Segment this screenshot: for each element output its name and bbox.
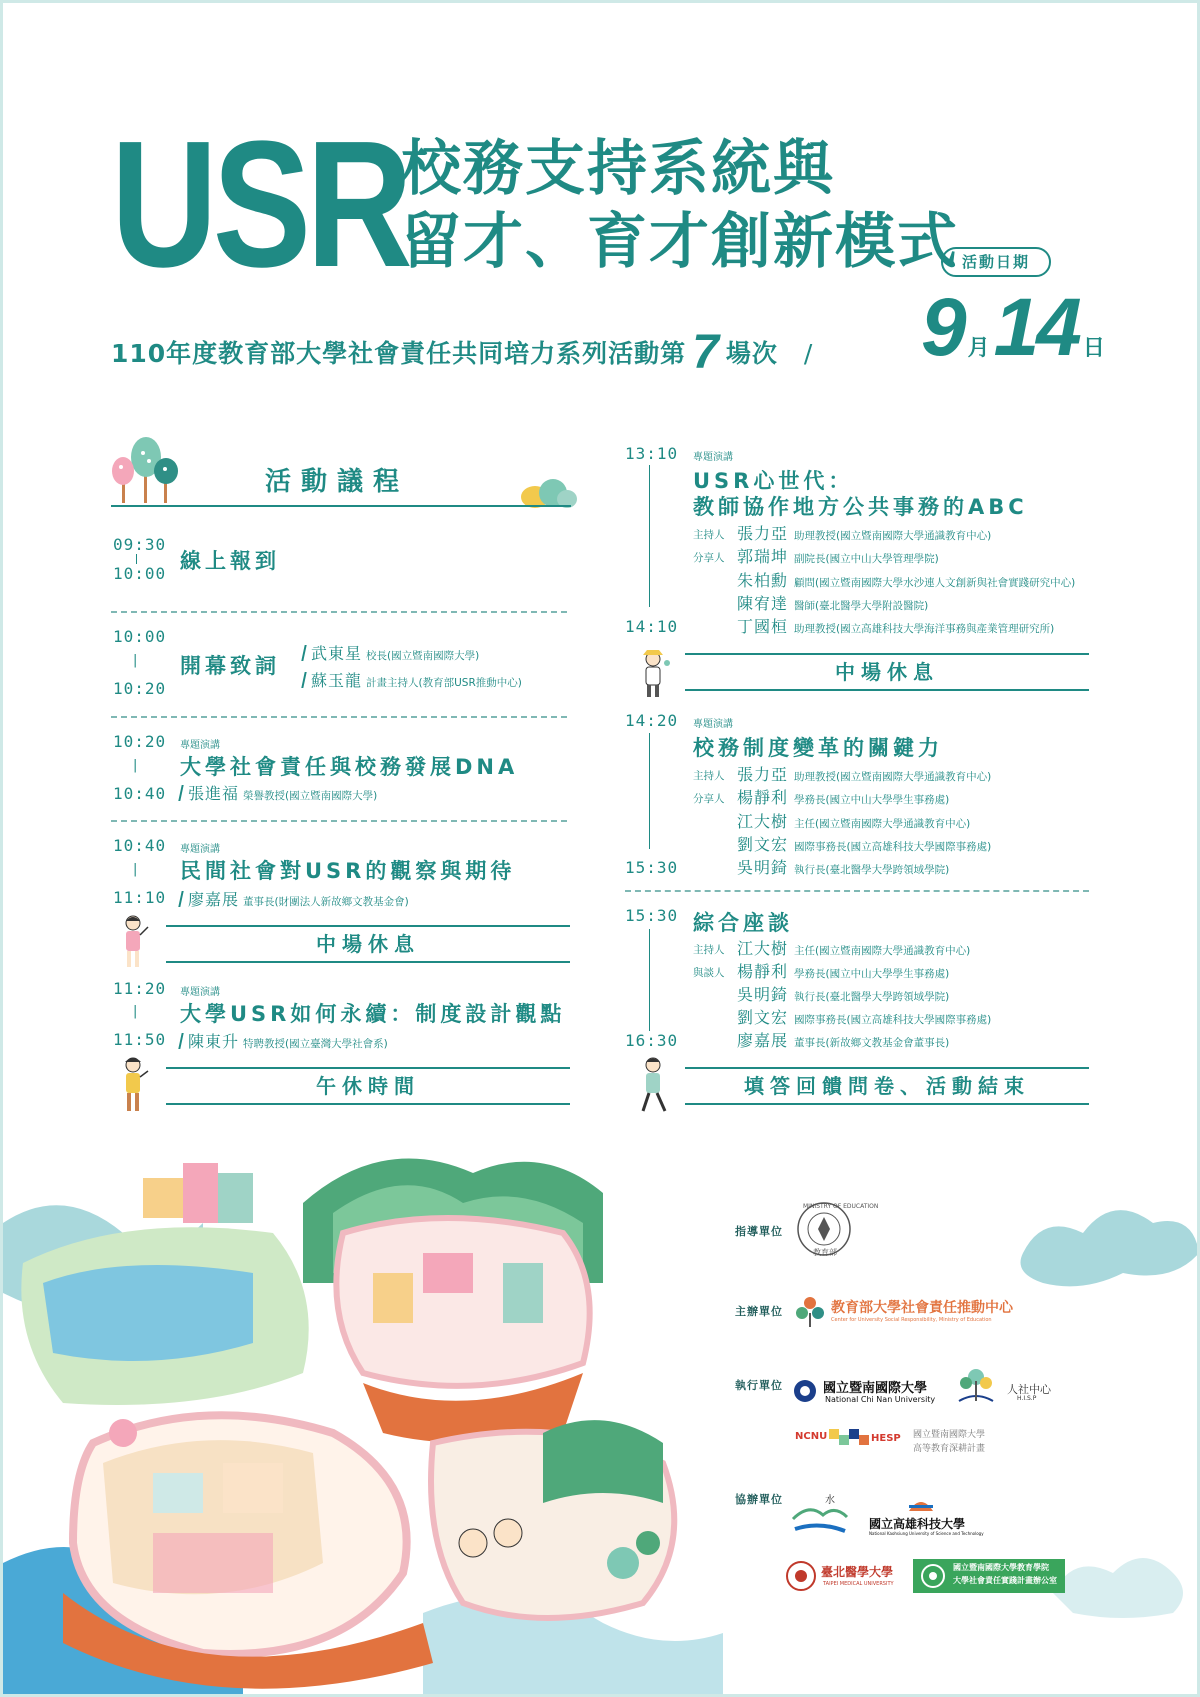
date-label: 活動日期 <box>941 247 1051 277</box>
panel-person-2 <box>737 959 949 982</box>
talk2-start: 10:40 <box>113 836 167 855</box>
hesp-text-2: 高等教育深耕計畫 <box>913 1444 986 1454</box>
bushes-illustration <box>513 475 579 509</box>
speaker-name: 蘇玉龍 <box>311 671 363 690</box>
talk5-start: 14:20 <box>625 711 679 730</box>
opening-end: 10:20 <box>113 679 167 698</box>
divider <box>625 890 1089 892</box>
person-affiliation: 主任(國立暨南國際大學通識教育中心) <box>794 818 971 830</box>
talk5-tag: 專題演講 <box>693 719 733 730</box>
agenda-title: 活動議程 <box>265 467 410 497</box>
talk2-end: 11:10 <box>113 888 167 907</box>
date-month-unit: 月 <box>967 336 990 361</box>
ncnu-hesp-right: HESP <box>871 1433 901 1444</box>
person-illustration <box>635 647 671 699</box>
ncnu-name: 國立暨南國際大學 <box>823 1381 928 1396</box>
usr-center-name: 教育部大學社會責任推動中心 <box>831 1300 1013 1316</box>
talk4-title-1: USR心世代： <box>693 469 854 493</box>
ncnu-hesp-left: NCNU <box>795 1431 828 1442</box>
cloud-illustration <box>1003 1173 1200 1323</box>
person-name: 郭瑞坤 <box>737 547 789 566</box>
shuishalian-logo <box>789 1489 851 1539</box>
cloud-illustration <box>1043 1533 1193 1623</box>
speaker-affiliation: 計畫主持人(教育部USR推動中心) <box>366 677 522 689</box>
talk2-tag: 專題演講 <box>180 844 220 855</box>
talk5-person-3 <box>737 809 970 832</box>
talk4-title-2: 教師協作地方公共事務的ABC <box>693 495 1028 519</box>
talk4-person-4 <box>737 591 928 614</box>
panel-person-3 <box>737 982 949 1005</box>
speaker-affiliation: 董事長(財團法人新故鄉文教基金會) <box>243 896 409 908</box>
person-name: 吳明錡 <box>737 985 789 1004</box>
tmu-name: 臺北醫學大學 <box>821 1565 894 1579</box>
talk1-start: 10:20 <box>113 732 167 751</box>
host-role: 主持人 <box>693 529 725 541</box>
speaker-mark <box>178 785 183 801</box>
person-name: 楊靜利 <box>737 788 789 807</box>
person-affiliation: 副院長(國立中山大學管理學院) <box>794 553 939 565</box>
talk3-end: 11:50 <box>113 1030 167 1049</box>
speaker-mark <box>301 645 306 661</box>
talk5-person-1 <box>737 762 991 785</box>
hesp-block-yellow <box>829 1429 839 1439</box>
session-number: 7 <box>692 326 720 379</box>
person-name: 劉文宏 <box>737 1008 789 1027</box>
person-name: 朱柏勳 <box>737 571 789 590</box>
speaker-name: 張進福 <box>188 784 240 803</box>
person-affiliation: 董事長(新故鄉文教基金會董事長) <box>794 1037 950 1049</box>
nkust-name: 國立高雄科技大學 <box>869 1517 966 1531</box>
hisp-en: H.I.S.P <box>1017 1395 1037 1402</box>
person-name: 劉文宏 <box>737 835 789 854</box>
person-affiliation: 學務長(國立中山大學學生事務處) <box>794 968 950 980</box>
person-name: 張力亞 <box>737 765 789 784</box>
host-unit-label: 主辦單位 <box>735 1305 783 1318</box>
talk4-start: 13:10 <box>625 444 679 463</box>
speaker-affiliation: 校長(國立暨南國際大學) <box>366 650 480 662</box>
moe-name: 教育部 <box>813 1248 837 1257</box>
person-affiliation: 助理教授(國立高雄科技大學海洋事務與產業管理研究所) <box>794 623 1055 635</box>
nkust-logo <box>907 1493 935 1513</box>
person-name: 陳宥達 <box>737 594 789 613</box>
ncnu-logo <box>793 1379 817 1403</box>
time-connector <box>649 465 650 607</box>
date-day: 14 <box>993 282 1079 373</box>
talk3-tag: 專題演講 <box>180 987 220 998</box>
date-month: 9 <box>921 282 964 373</box>
tmu-logo <box>786 1561 816 1591</box>
person-affiliation: 國際事務長(國立高雄科技大學國際事務處) <box>794 1014 992 1026</box>
speaker-name: 陳東升 <box>188 1032 240 1051</box>
time-connector: | <box>133 1004 138 1019</box>
checkin-end: 10:00 <box>113 564 167 583</box>
panel-person-5 <box>737 1028 949 1051</box>
person-illustration <box>635 1055 673 1115</box>
lunch-break: 午休時間 <box>166 1067 570 1105</box>
panel-person-4 <box>737 1005 991 1028</box>
talk5-person-4 <box>737 832 991 855</box>
break-1: 中場休息 <box>166 925 570 963</box>
hesp-text-1: 國立暨南國際大學 <box>913 1430 986 1440</box>
opening-title: 開幕致詞 <box>180 654 280 678</box>
subtitle-separator: / <box>803 339 814 368</box>
opening-speaker-1 <box>303 641 479 664</box>
usr-title: USR <box>111 104 408 305</box>
talk4-tag: 專題演講 <box>693 452 733 463</box>
person-affiliation: 執行長(臺北醫學大學跨領域學院) <box>794 991 950 1003</box>
host-role: 主持人 <box>693 944 725 956</box>
moe-ring-text: MINISTRY OF EDUCATION <box>803 1203 879 1210</box>
time-connector <box>649 733 650 849</box>
time-connector <box>649 929 650 1031</box>
panel-person-1 <box>737 936 970 959</box>
talk1-end: 10:40 <box>113 784 167 803</box>
person-affiliation: 助理教授(國立暨南國際大學通識教育中心) <box>794 530 992 542</box>
person-name: 丁國桓 <box>737 617 789 636</box>
svg-text:水: 水 <box>825 1495 835 1506</box>
talk5-title: 校務制度變革的關鍵力 <box>693 736 943 760</box>
person-illustration <box>115 1055 151 1115</box>
talk5-person-5 <box>737 855 949 878</box>
break-2: 中場休息 <box>685 653 1089 691</box>
checkin-title: 線上報到 <box>180 549 280 573</box>
person-name: 廖嘉展 <box>737 1031 789 1050</box>
talk3-start: 11:20 <box>113 979 167 998</box>
time-connector <box>136 554 137 564</box>
speaker-name: 武東星 <box>311 644 363 663</box>
person-affiliation: 國際事務長(國立高雄科技大學國際事務處) <box>794 841 992 853</box>
title-line-2: 留才、育才創新模式 <box>401 207 959 277</box>
person-name: 吳明錡 <box>737 858 789 877</box>
person-affiliation: 醫師(臺北醫學大學附設醫院) <box>794 600 929 612</box>
talk2-title: 民間社會對USR的觀察與期待 <box>180 859 516 883</box>
talk3-title: 大學USR如何永續：制度設計觀點 <box>180 1002 566 1026</box>
title-line-1: 校務支持系統與 <box>401 134 835 204</box>
share-role: 分享人 <box>693 552 725 564</box>
talk4-person-1 <box>737 521 991 544</box>
hesp-block-green <box>839 1435 849 1445</box>
ncnu-edu-line-1: 國立暨南國際大學教育學院 <box>953 1563 1049 1572</box>
trees-illustration <box>107 431 187 509</box>
hisp-logo <box>953 1365 999 1407</box>
nkust-en: National Kaohsiung University of Science and Technology <box>869 1531 984 1536</box>
speaker-name: 廖嘉展 <box>188 890 240 909</box>
talk5-end: 15:30 <box>625 858 679 877</box>
person-affiliation: 執行長(臺北醫學大學跨領域學院) <box>794 864 950 876</box>
talk2-speaker <box>180 887 409 910</box>
exec-unit-label: 執行單位 <box>735 1379 783 1392</box>
person-illustration <box>115 913 151 971</box>
person-name: 張力亞 <box>737 524 789 543</box>
person-name: 江大樹 <box>737 812 789 831</box>
share-role: 與談人 <box>693 967 725 979</box>
talk3-speaker <box>180 1029 388 1052</box>
event-date <box>921 281 1109 375</box>
opening-start: 10:00 <box>113 627 167 646</box>
talk4-person-2 <box>737 544 939 567</box>
talk1-title: 大學社會責任與校務發展DNA <box>180 755 519 779</box>
person-affiliation: 助理教授(國立暨南國際大學通識教育中心) <box>794 771 992 783</box>
talk1-tag: 專題演講 <box>180 740 220 751</box>
usr-center-logo <box>793 1293 827 1327</box>
speaker-affiliation: 榮譽教授(國立暨南國際大學) <box>243 790 378 802</box>
agenda-title-rule <box>111 505 571 507</box>
person-affiliation: 主任(國立暨南國際大學通識教育中心) <box>794 945 971 957</box>
event-subtitle <box>111 325 835 380</box>
hisp-name: 人社中心 <box>1007 1383 1051 1396</box>
assist-unit-label: 協辦單位 <box>735 1493 783 1506</box>
panel-start: 15:30 <box>625 906 679 925</box>
speaker-affiliation: 特聘教授(國立臺灣大學社會系) <box>243 1038 388 1050</box>
ncnu-edu-logo <box>919 1563 947 1589</box>
time-connector: | <box>133 653 138 668</box>
talk4-end: 14:10 <box>625 617 679 636</box>
speaker-mark <box>178 1033 183 1049</box>
divider <box>111 716 567 718</box>
guide-unit-label: 指導單位 <box>735 1225 783 1238</box>
person-affiliation: 顧問(國立暨南國際大學水沙連人文創新與社會實踐研究中心) <box>794 577 1076 589</box>
hesp-block-orange <box>859 1435 869 1445</box>
time-connector: | <box>133 862 138 877</box>
date-day-unit: 日 <box>1082 336 1105 361</box>
person-name: 江大樹 <box>737 939 789 958</box>
divider <box>111 611 567 613</box>
ncnu-name-en: National Chi Nan University <box>825 1395 936 1404</box>
talk1-speaker <box>180 781 377 804</box>
ncnu-edu-line-2: 大學社會責任實踐計畫辦公室 <box>953 1576 1057 1585</box>
subtitle-suffix: 場次 <box>725 339 778 368</box>
divider <box>111 820 567 822</box>
hesp-block-blue <box>849 1429 859 1439</box>
opening-speaker-2 <box>303 668 522 691</box>
share-role: 分享人 <box>693 793 725 805</box>
panel-title: 綜合座談 <box>693 911 793 935</box>
speaker-mark <box>301 672 306 688</box>
campus-illustration <box>3 1143 723 1697</box>
time-connector: | <box>133 758 138 773</box>
panel-end: 16:30 <box>625 1031 679 1050</box>
host-role: 主持人 <box>693 770 725 782</box>
subtitle-prefix: 110年度教育部大學社會責任共同培力系列活動第 <box>111 339 687 368</box>
checkin-start: 09:30 <box>113 535 167 554</box>
speaker-mark <box>178 891 183 907</box>
person-name: 楊靜利 <box>737 962 789 981</box>
tmu-en: TAIPEI MEDICAL UNIVERSITY <box>823 1581 894 1587</box>
talk5-person-2 <box>737 785 949 808</box>
closing: 填答回饋問卷、活動結束 <box>685 1067 1089 1105</box>
talk4-person-5 <box>737 614 1054 637</box>
person-affiliation: 學務長(國立中山大學學生事務處) <box>794 794 950 806</box>
usr-center-en: Center for University Social Responsibility, Ministry of Education <box>831 1317 992 1323</box>
talk4-person-3 <box>737 568 1075 591</box>
